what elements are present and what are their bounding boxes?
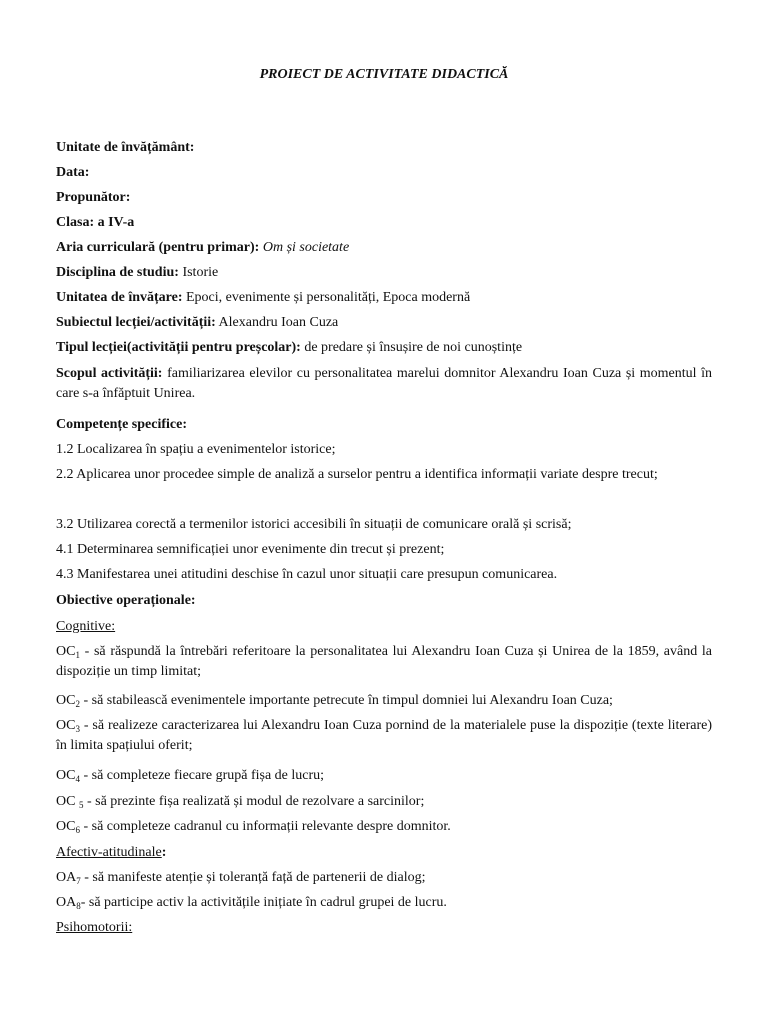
objective-code: OC: [56, 718, 76, 733]
cognitive-heading: [56, 617, 712, 637]
objective-number: 7: [76, 876, 81, 886]
objective-code: OC: [56, 819, 76, 834]
competence-item: 4.1 Determinarea semnificației unor evenimente din trecut și prezent;: [56, 542, 445, 557]
objective-number: 3: [75, 724, 80, 734]
field-label: Data:: [56, 165, 90, 180]
objective-code: OC: [56, 693, 76, 708]
objective-text: - să participe activ la activitățile inițiate în cadrul grupei de lucru.: [80, 895, 447, 910]
field-proposer: [56, 188, 712, 208]
objective-text: - să stabilească evenimentele importante petrecute în timpul domniei lui Alexandru Ioan Cuza;: [79, 693, 613, 708]
section-heading: Competențe specifice:: [56, 417, 188, 432]
objective-number: 4: [75, 774, 80, 784]
objective-item: [56, 716, 712, 756]
competence-item: 1.2 Localizarea în spațiu a evenimentelor istorice;: [56, 442, 336, 457]
affective-heading: [56, 843, 712, 863]
field-value: Om și societate: [262, 240, 350, 255]
field-discipline: [56, 263, 712, 283]
field-value: Alexandru Ioan Cuza: [218, 315, 339, 330]
objective-item: [56, 766, 712, 786]
field-label: Unitate de învățământ:: [56, 140, 195, 155]
subsection-heading: Afectiv-atitudinale: [56, 845, 162, 860]
field-label: Disciplina de studiu:: [56, 265, 179, 280]
objective-item: [56, 817, 712, 837]
field-value: de predare și însușire de noi cunoștințe: [304, 340, 523, 355]
field-grade: [56, 213, 712, 233]
field-date: [56, 163, 712, 183]
objective-number: 8: [76, 901, 81, 911]
field-purpose: [56, 364, 712, 404]
objective-item: [56, 868, 712, 888]
objective-number: 1: [75, 650, 80, 660]
objective-text: - să manifeste atenție și toleranță față de partenerii de dialog;: [80, 870, 426, 885]
field-learning-unit: [56, 288, 712, 308]
field-value: familiarizarea elevilor cu personalitatea marelui domnitor Alexandru Ioan Cuza și momentul în care s-a înfăptuit Unirea.: [56, 366, 713, 401]
objective-text: - să realizeze caracterizarea lui Alexandru Ioan Cuza pornind de la materialele puse la dispoziție (texte literare) în limita spațiului oferit;: [56, 718, 712, 753]
objective-code: OA: [56, 895, 77, 910]
field-lesson-type: [56, 338, 712, 358]
field-curricular-area: [56, 238, 712, 258]
objective-text: - să completeze cadranul cu informații relevante despre domnitor.: [79, 819, 451, 834]
heading-colon: :: [161, 845, 167, 860]
objective-number: 2: [75, 699, 80, 709]
objective-code: OC: [56, 794, 79, 809]
subsection-heading: Psihomotorii:: [56, 920, 133, 935]
field-label: Unitatea de învățare:: [56, 290, 183, 305]
objective-text: - să răspundă la întrebări referitoare la personalitatea lui Alexandru Ioan Cuza și Unirea de la 1859, având la dispoziție un timp limitat;: [56, 644, 712, 679]
objective-text: - să completeze fiecare grupă fișa de lucru;: [79, 768, 325, 783]
field-label: Aria curriculară (pentru primar):: [56, 240, 260, 255]
objective-code: OC: [56, 768, 76, 783]
objective-code: OA: [56, 870, 77, 885]
field-label: Propunător:: [56, 190, 131, 205]
subsection-heading: Cognitive:: [56, 619, 116, 634]
field-label: Subiectul lecției/activității:: [56, 315, 216, 330]
competence-item: 2.2 Aplicarea unor procedee simple de analiză a surselor pentru a identifica informații variate despre trecut;: [56, 467, 658, 482]
objective-text: - să prezinte fișa realizată și modul de rezolvare a sarcinilor;: [83, 794, 425, 809]
section-heading: Obiective operaționale:: [56, 593, 196, 608]
field-school: [56, 138, 712, 158]
field-subject: [56, 313, 712, 333]
objective-number: 6: [75, 825, 80, 835]
field-label: Scopul activității:: [56, 366, 163, 381]
objectives-heading: [56, 591, 712, 611]
objective-item: [56, 691, 712, 711]
competences-heading: [56, 415, 712, 435]
psychomotor-heading: [56, 918, 712, 938]
objective-item: [56, 792, 712, 812]
objective-code: OC: [56, 644, 76, 659]
field-value: Epoci, evenimente și personalități, Epoca modernă: [186, 290, 471, 305]
field-label: Clasa: a IV-a: [56, 215, 135, 230]
competence-item: 3.2 Utilizarea corectă a termenilor istorici accesibili în situații de comunicare orală și scrisă;: [56, 517, 572, 532]
document-title: PROIECT DE ACTIVITATE DIDACTICĂ: [259, 67, 509, 82]
competence-item: 4.3 Manifestarea unei atitudini deschise în cazul unor situații care presupun comunicarea.: [56, 567, 558, 582]
objective-item: [56, 642, 712, 682]
field-value: Istorie: [182, 265, 219, 280]
objective-item: [56, 893, 712, 913]
objective-number: 5: [78, 800, 84, 810]
field-label: Tipul lecției(activității pentru preșcolar):: [56, 340, 301, 355]
